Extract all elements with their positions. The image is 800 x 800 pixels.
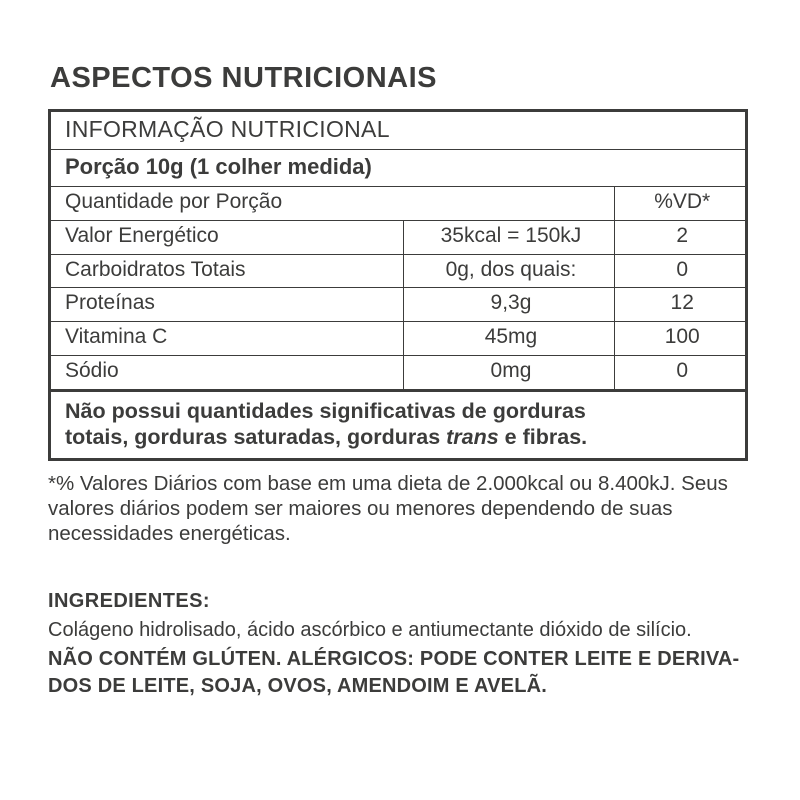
row-label: Sódio: [50, 355, 404, 390]
row-vd: 12: [615, 288, 747, 322]
table-row: [50, 322, 747, 356]
table-row: [50, 355, 747, 390]
row-label: Vitamina C: [50, 322, 404, 356]
row-value: 45mg: [403, 322, 615, 356]
row-label: Valor Energético: [50, 220, 404, 254]
row-value: 0mg: [403, 355, 615, 390]
nutrition-facts-table: [48, 109, 748, 461]
column-header-quantity: Quantidade por Porção: [50, 187, 615, 221]
row-label: Proteínas: [50, 288, 404, 322]
row-vd: 2: [615, 220, 747, 254]
page-title: ASPECTOS NUTRICIONAIS: [50, 62, 438, 94]
column-header-vd: %VD*: [615, 187, 747, 221]
row-value: 35kcal = 150kJ: [403, 220, 615, 254]
table-row: [50, 220, 747, 254]
table-row-columns: [50, 187, 747, 221]
row-vd: 0: [615, 254, 747, 288]
table-row: [50, 254, 747, 288]
row-vd: 0: [615, 355, 747, 390]
note-line-1: Não possui quantidades significativas de gorduras: [65, 398, 586, 423]
allergen-warning-line-2: DOS DE LEITE, SOJA, OVOS, AMENDOIM E AVELÃ.: [48, 674, 548, 697]
table-row-header: [50, 111, 747, 150]
note-trans-word: trans: [446, 424, 499, 449]
allergen-warning-line-1: NÃO CONTÉM GLÚTEN. ALÉRGICOS: PODE CONTER LEITE E DERIVA-: [48, 648, 740, 671]
note-line-2-a: totais, gorduras saturadas, gorduras: [65, 424, 447, 449]
row-value: 9,3g: [403, 288, 615, 322]
daily-values-footnote: *% Valores Diários com base em uma dieta de 2.000kcal ou 8.400kJ. Seus valores diários podem ser maiores ou menores dependendo de suas necessidades energéticas.: [48, 472, 728, 546]
significant-amounts-note: [50, 390, 747, 459]
row-value: 0g, dos quais:: [403, 254, 615, 288]
ingredients-title: INGREDIENTES:: [48, 590, 210, 613]
table-row-note: [50, 390, 747, 459]
row-vd: 100: [615, 322, 747, 356]
table-row-portion: [50, 150, 747, 187]
note-line-2-b: e fibras.: [498, 424, 588, 449]
table-row: [50, 288, 747, 322]
portion-label: Porção 10g (1 colher medida): [50, 150, 747, 187]
row-label: Carboidratos Totais: [50, 254, 404, 288]
ingredients-section: [48, 590, 748, 699]
table-title: INFORMAÇÃO NUTRICIONAL: [50, 111, 747, 150]
ingredients-text: Colágeno hidrolisado, ácido ascórbico e antiumectante dióxido de silício.: [48, 619, 692, 642]
